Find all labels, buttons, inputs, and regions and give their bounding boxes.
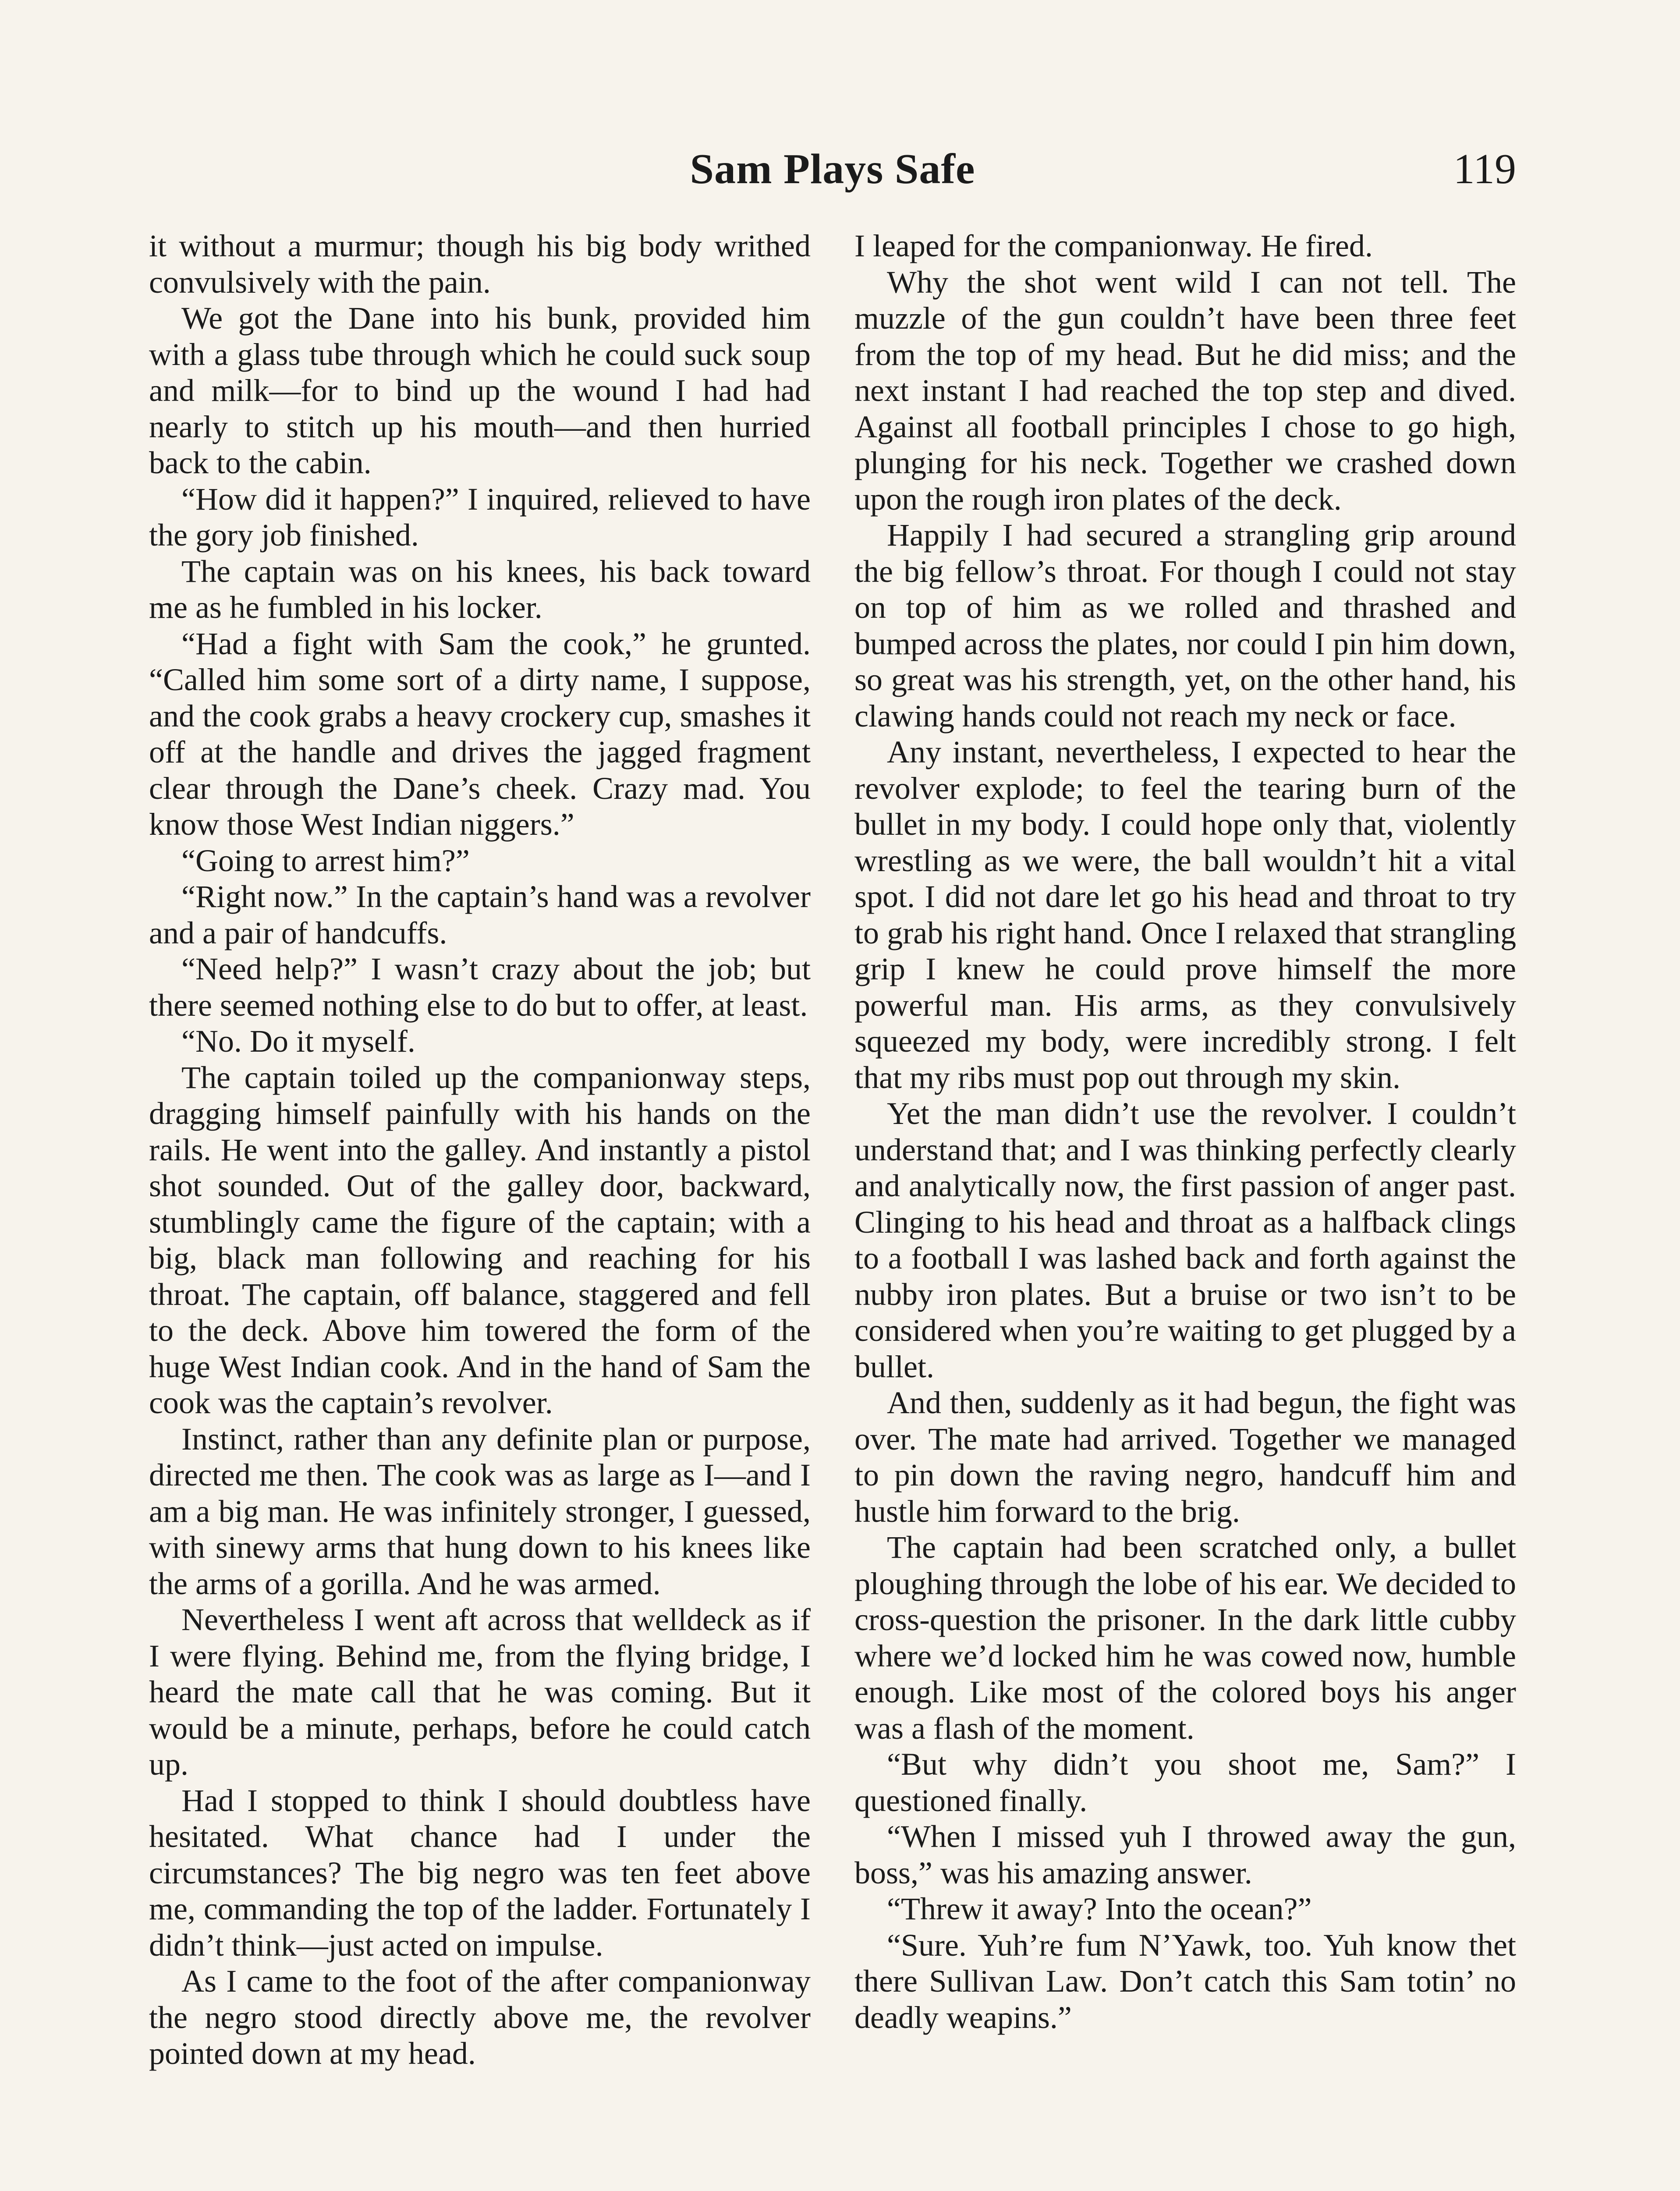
paragraph: The captain had been scratched only, a bullet ploughing through the lobe of his ear. We decided to cross-question the prisoner. In the dark little cubby where we’d locked him he was cowed now, humble enough. Like most of the colored boys his anger was a flash of the moment. [854,1530,1516,1746]
paragraph: “Sure. Yuh’re fum N’Yawk, too. Yuh know thet there Sullivan Law. Don’t catch this Sam totin’ no deadly weapins.” [854,1927,1516,2035]
right-column [854,228,1516,2191]
paragraph: Happily I had secured a strangling grip around the big fellow’s throat. For though I could not stay on top of him as we rolled and thrashed and bumped across the plates, nor could I pin him down, so great was his strength, yet, on the other hand, his clawing hands could not reach my neck or face. [854,518,1516,734]
page-header [149,145,1516,206]
paragraph: “Had a fight with Sam the cook,” he grunted. “Called him some sort of a dirty name, I suppose, and the cook grabs a heavy crockery cup, smashes it off at the handle and drives the jagged fragment clear through the Dane’s cheek. Crazy mad. You know those West Indian niggers.” [149,626,811,842]
paragraph: And then, suddenly as it had begun, the fight was over. The mate had arrived. Together we managed to pin down the raving negro, handcuff him and hustle him forward to the brig. [854,1385,1516,1529]
paragraph: As I came to the foot of the after companionway the negro stood directly above me, the revolver pointed down at my head. [149,1964,811,2071]
paragraph: I leaped for the companionway. He fired. [854,228,1373,263]
paragraph: “Threw it away? Into the ocean?” [887,1891,1312,1926]
paragraph: Instinct, rather than any definite plan or purpose, directed me then. The cook was as large as I—and I am a big man. He was infinitely stronger, I guessed, with sinewy arms that hung down to his knees like the arms of a gorilla. And he was armed. [149,1421,811,1601]
paragraph: it without a murmur; though his big body writhed convulsively with the pain. [149,228,811,300]
paragraph: “How did it happen?” I inquired, relieved to have the gory job finished. [149,481,811,553]
paragraph: “No. Do it myself. [181,1024,415,1059]
running-title: Sam Plays Safe [690,145,975,193]
paragraph: “When I missed yuh I throwed away the gun, boss,” was his amazing answer. [854,1819,1516,1890]
left-column [149,228,811,2191]
paragraph: “But why didn’t you shoot me, Sam?” I questioned finally. [854,1747,1516,1818]
paragraph: We got the Dane into his bunk, provided him with a glass tube through which he could suck soup and milk—for to bind up the wound I had had nearly to stitch up his mouth—and then hurried back to the cabin. [149,301,811,480]
paragraph: “Going to arrest him?” [181,843,470,878]
paragraph: Yet the man didn’t use the revolver. I couldn’t understand that; and I was thinking perfectly clearly and analytically now, the first passion of anger past. Clinging to his head and throat as a halfback clings to a football I was lashed back and forth against the nubby iron plates. But a bruise or two isn’t to be considered when you’re waiting to get plugged by a bullet. [854,1096,1516,1384]
paragraph: The captain toiled up the companionway steps, dragging himself painfully with his hands on the rails. He went into the galley. And instantly a pistol shot sounded. Out of the galley door, backward, stumblingly came the figure of the captain; with a big, black man following and reaching for his throat. The captain, off balance, staggered and fell to the deck. Above him towered the form of the huge West Indian cook. And in the hand of Sam the cook was the captain’s revolver. [149,1060,811,1420]
paragraph: Any instant, nevertheless, I expected to hear the revolver explode; to feel the tearing burn of the bullet in my body. I could hope only that, violently wrestling as we were, the ball wouldn’t hit a vital spot. I did not dare let go his head and throat to try to grab his right hand. Once I relaxed that strangling grip I knew he could prove himself the more powerful man. His arms, as they convulsively squeezed my body, were incredibly strong. I felt that my ribs must pop out through my skin. [854,734,1516,1095]
paragraph: “Need help?” I wasn’t crazy about the job; but there seemed nothing else to do but to offer, at least. [149,951,811,1023]
paragraph: “Right now.” In the captain’s hand was a revolver and a pair of handcuffs. [149,879,811,950]
text-columns [149,228,1516,2191]
page-number: 119 [1453,145,1516,193]
paragraph: Nevertheless I went aft across that welldeck as if I were flying. Behind me, from the flying bridge, I heard the mate call that he was coming. But it would be a minute, perhaps, before he could catch up. [149,1602,811,1782]
paragraph: Why the shot went wild I can not tell. The muzzle of the gun couldn’t have been three feet from the top of my head. But he did miss; and the next instant I had reached the top step and dived. Against all football principles I chose to go high, plunging for his neck. Together we crashed down upon the rough iron plates of the deck. [854,264,1516,517]
paragraph: The captain was on his knees, his back toward me as he fumbled in his locker. [149,553,811,625]
paragraph: Had I stopped to think I should doubtless have hesitated. What chance had I under the circumstances? The big negro was ten feet above me, commanding the top of the ladder. Fortunately I didn’t think—just acted on impulse. [149,1783,811,1963]
